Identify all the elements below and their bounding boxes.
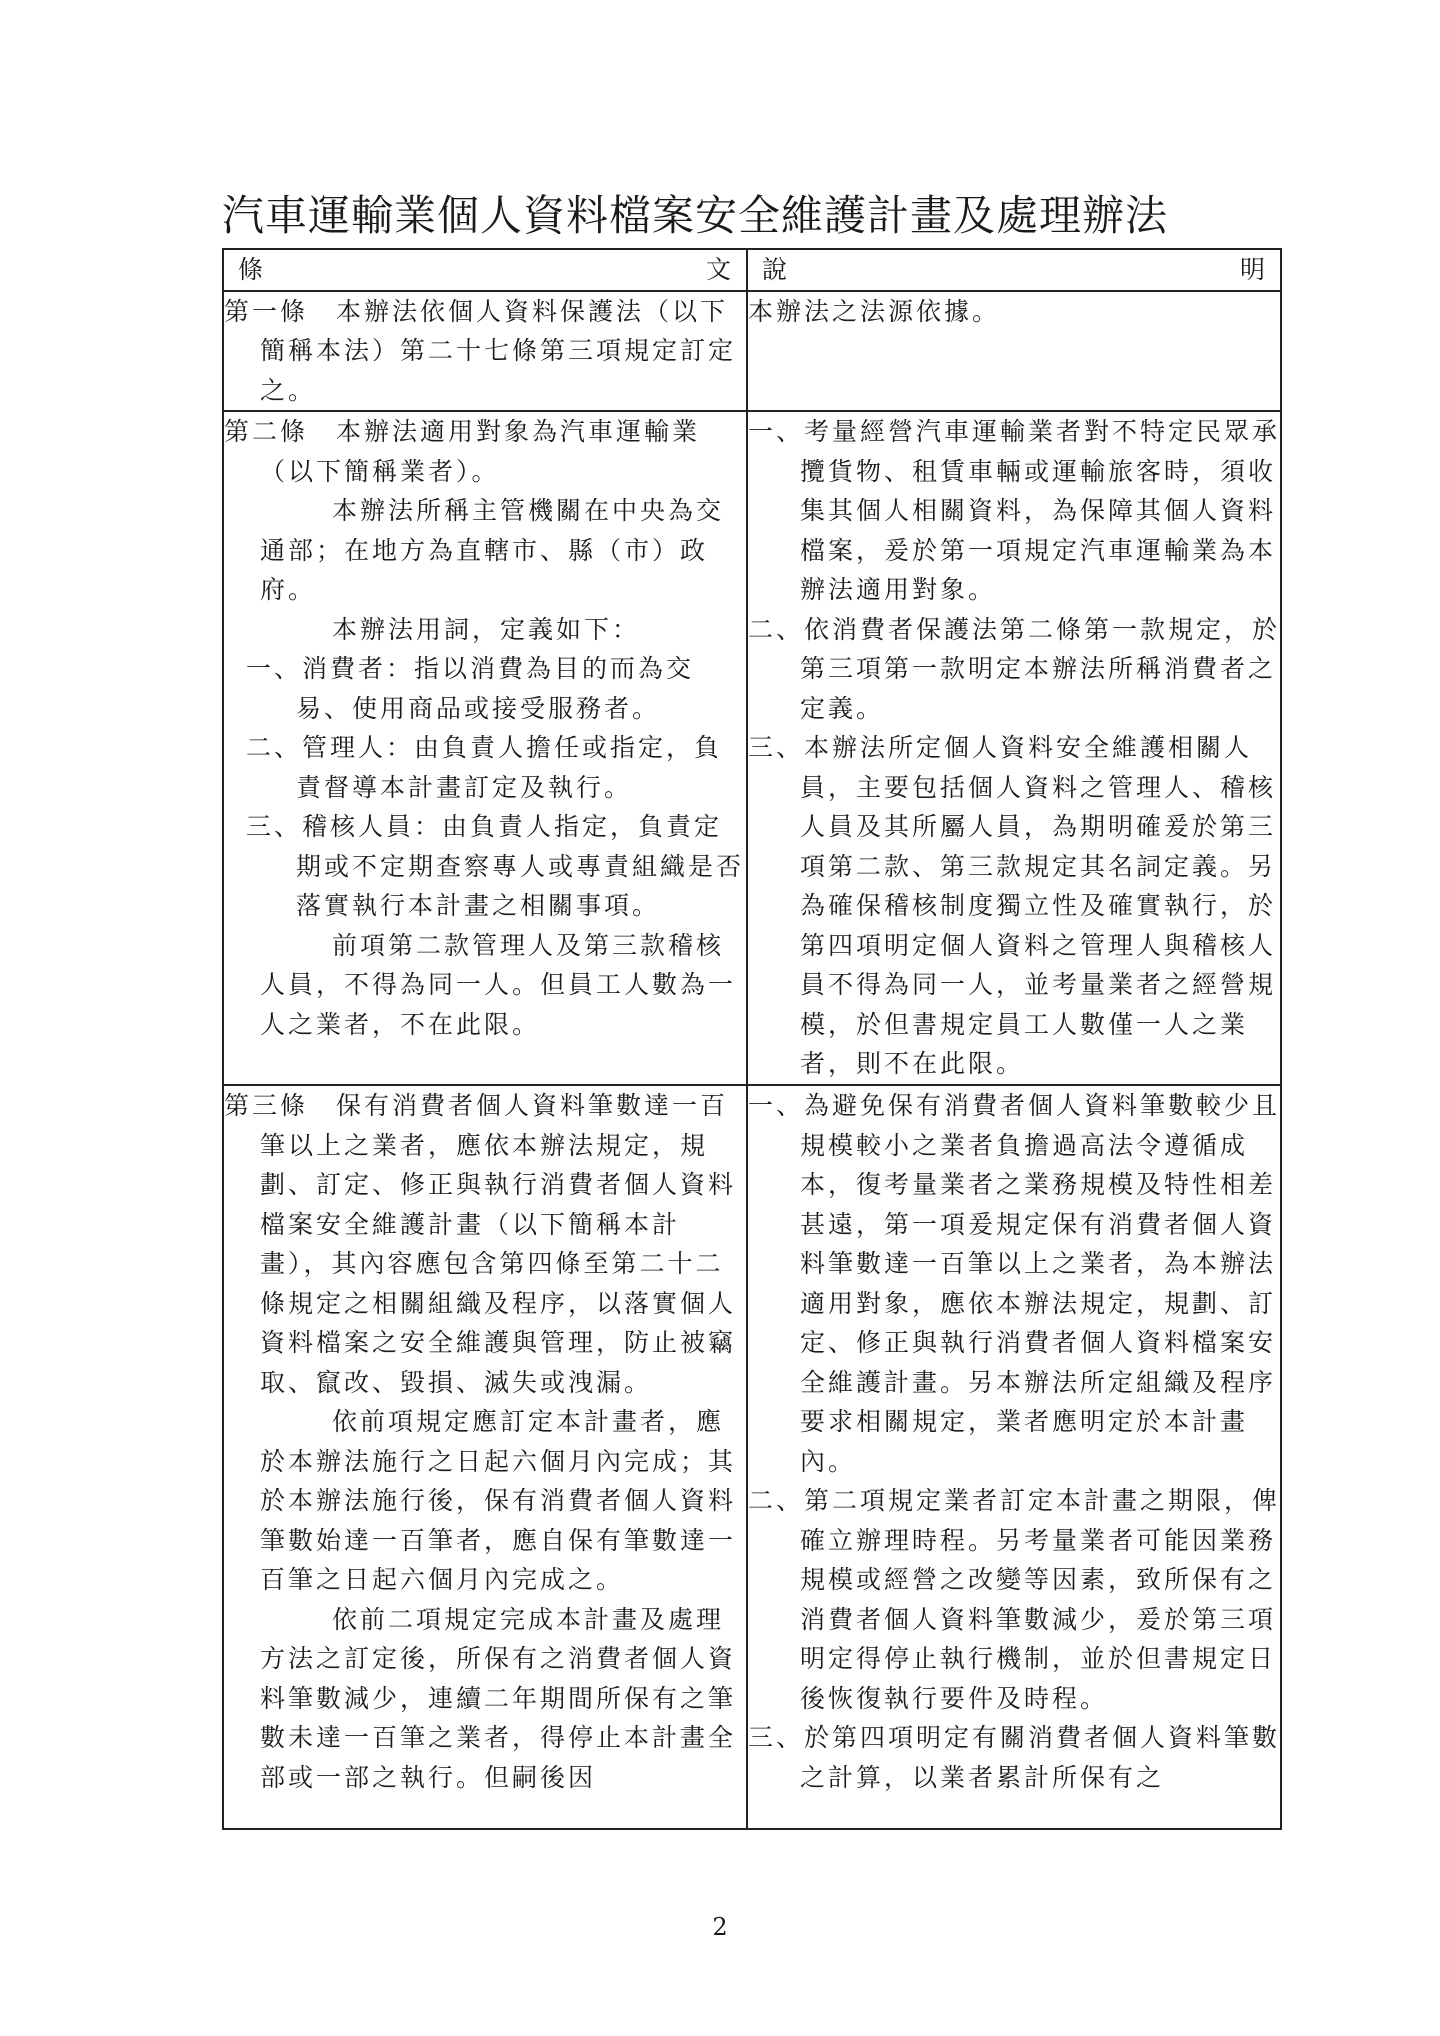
regulation-table	[222, 248, 1282, 1830]
article-paragraph: 本辦法所稱主管機關在中央為交通部；在地方為直轄市、縣（市）政府。	[260, 496, 725, 604]
header-left-char-1: 條	[238, 255, 267, 284]
table-row-article-1	[223, 291, 1281, 412]
explanation-item: 三、本辦法所定個人資料安全維護相關人員，主要包括個人資料之管理人、稽核人員及其所屬人員，為期明確爰於第三項第二款、第三款規定其名詞定義。另為確保稽核制度獨立性及確實執行，於第四項明定個人資料之管理人與稽核人員不得為同一人，並考量業者之經營規模，於但書規定員工人數僅一人之業者，則不在此限。	[748, 733, 1277, 1078]
explanation-cell	[747, 411, 1281, 1085]
table-header-row	[223, 249, 1281, 291]
page-number: 2	[712, 1913, 728, 1941]
article-paragraph: 依前項規定應訂定本計畫者，應於本辦法施行之日起六個月內完成；其於本辦法施行後，保有消費者個人資料筆數始達一百筆者，應自保有筆數達一百筆之日起六個月內完成之。	[260, 1407, 737, 1594]
explanation-item: 一、為避免保有消費者個人資料筆數較少且規模較小之業者負擔過高法令遵循成本，復考量業者之業務規模及特性相差甚遠，第一項爰規定保有消費者個人資料筆數達一百筆以上之業者，為本辦法適用對象，應依本辦法規定，規劃、訂定、修正與執行消費者個人資料檔案安全維護計畫。另本辦法所定組織及程序要求相關規定，業者應明定於本計畫內。	[748, 1091, 1281, 1476]
explanation-text: 本辦法之法源依據。	[748, 296, 1001, 326]
article-item: 一、消費者：指以消費為目的而為交易、使用商品或接受服務者。	[246, 654, 695, 723]
article-text: 第一條 本辦法依個人資料保護法（以下簡稱本法）第二十七條第三項規定訂定之。	[224, 296, 737, 405]
table-row-article-2	[223, 411, 1281, 1085]
header-article-text	[223, 249, 747, 291]
article-item: 二、管理人：由負責人擔任或指定，負責督導本計畫訂定及執行。	[246, 733, 723, 802]
explanation-item: 二、第二項規定業者訂定本計畫之期限，俾確立辦理時程。另考量業者可能因業務規模或經營之改變等因素，致所保有之消費者個人資料筆數減少，爰於第三項明定得停止執行機制，並於但書規定日後恢復執行要件及時程。	[748, 1486, 1281, 1713]
header-right-char-2: 明	[1239, 255, 1268, 284]
article-item: 三、稽核人員：由負責人指定，負責定期或不定期查察專人或專責組織是否落實執行本計畫之相關事項。	[246, 812, 745, 920]
article-cell	[223, 291, 747, 412]
article-cell	[223, 411, 747, 1085]
explanation-item: 二、依消費者保護法第二條第一款規定，於第三項第一款明定本辦法所稱消費者之定義。	[748, 614, 1281, 723]
table-row-article-3	[223, 1085, 1281, 1829]
explanation-item: 一、考量經營汽車運輸業者對不特定民眾承攬貨物、租賃車輛或運輸旅客時，須收集其個人相關資料，為保障其個人資料檔案，爰於第一項規定汽車運輸業為本辦法適用對象。	[748, 417, 1281, 604]
explanation-cell	[747, 1085, 1281, 1829]
article-cell	[223, 1085, 747, 1829]
document-title: 汽車運輸業個人資料檔案安全維護計畫及處理辦法	[222, 191, 1169, 240]
explanation-cell	[747, 291, 1281, 412]
article-paragraph: 依前二項規定完成本計畫及處理方法之訂定後，所保有之消費者個人資料筆數減少，連續二年期間所保有之筆數未達一百筆之業者，得停止本計畫全部或一部之執行。但嗣後因	[260, 1604, 737, 1792]
article-text: 第三條 保有消費者個人資料筆數達一百筆以上之業者，應依本辦法規定，規劃、訂定、修正與執行消費者個人資料檔案安全維護計畫（以下簡稱本計畫），其內容應包含第四條至第二十二條規定之相關組織及程序，以落實個人資料檔案之安全維護與管理，防止被竊取、竄改、毀損、滅失或洩漏。	[224, 1091, 737, 1397]
header-left-char-2: 文	[705, 255, 734, 284]
header-right-char-1: 說	[762, 255, 791, 284]
article-paragraph: 前項第二款管理人及第三款稽核人員，不得為同一人。但員工人數為一人之業者，不在此限。	[260, 930, 737, 1039]
article-paragraph: 本辦法用詞，定義如下：	[332, 614, 641, 644]
explanation-item: 三、於第四項明定有關消費者個人資料筆數之計算，以業者累計所保有之	[748, 1723, 1281, 1792]
article-text: 第二條 本辦法適用對象為汽車運輸業（以下簡稱業者）。	[224, 417, 701, 486]
header-explanation	[747, 249, 1281, 291]
